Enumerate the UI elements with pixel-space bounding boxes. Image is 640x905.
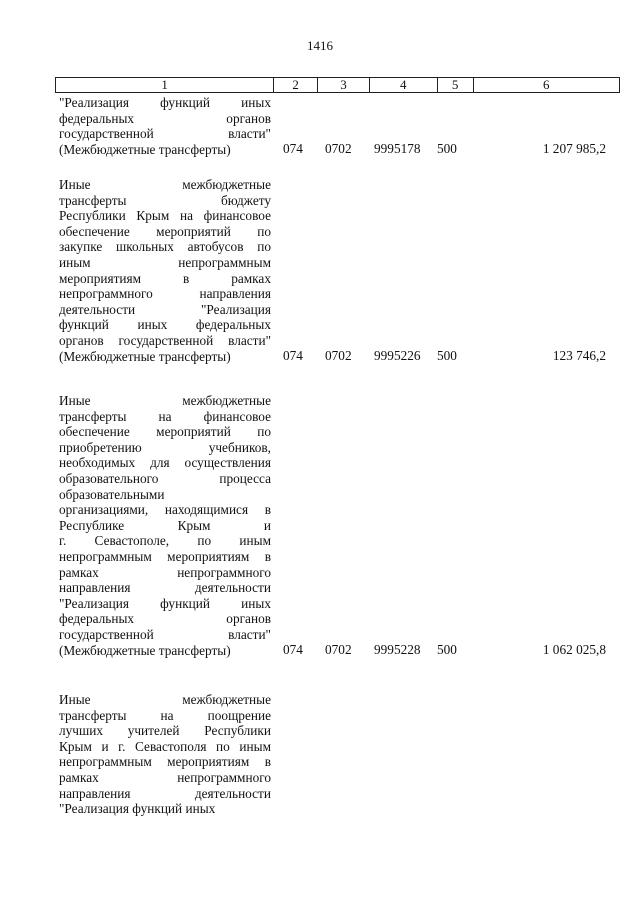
expense-type-code: 500 (437, 140, 457, 156)
expense-type-code: 500 (437, 641, 457, 657)
description-line: Республике Крым и (59, 517, 271, 533)
column-header-3: 3 (318, 78, 370, 92)
description-line: трансферты бюджету (59, 192, 271, 208)
description-line: образовательного процесса (59, 470, 271, 486)
description-line: органов государственной власти" (59, 332, 271, 348)
description-line: трансферты на финансовое (59, 408, 271, 424)
target-article-code: 9995178 (374, 140, 421, 156)
description-line: трансферты на поощрение (59, 707, 271, 723)
description-line: образовательными (59, 486, 165, 502)
ministry-code: 074 (283, 347, 303, 363)
section-code: 0702 (325, 641, 352, 657)
description-line: (Межбюджетные трансферты) (59, 642, 231, 658)
table-header-row (55, 77, 620, 93)
description-line: непрограммного направления (59, 286, 271, 302)
description-line: необходимых для осуществления (59, 455, 271, 471)
description-line: г. Севастополе, по иным (59, 533, 271, 549)
description-line: "Реализация функций иных (59, 595, 271, 611)
description-line: Иные межбюджетные (59, 692, 271, 707)
section-code: 0702 (325, 140, 352, 156)
row-description (59, 692, 271, 817)
description-line: непрограммным мероприятиям в (59, 548, 271, 564)
description-line: лучших учителей Республики (59, 723, 271, 739)
target-article-code: 9995228 (374, 641, 421, 657)
row-description (59, 393, 271, 658)
description-line: организациями, находящимися в (59, 502, 271, 518)
ministry-code: 074 (283, 140, 303, 156)
section-code: 0702 (325, 347, 352, 363)
description-line: обеспечение мероприятий по (59, 424, 271, 440)
description-line: федеральных органов (59, 611, 271, 627)
description-line: Иные межбюджетные (59, 393, 271, 408)
description-line: государственной власти" (59, 126, 271, 142)
description-line: Иные межбюджетные (59, 177, 271, 192)
target-article-code: 9995226 (374, 347, 421, 363)
description-line: закупке школьных автобусов по (59, 239, 271, 255)
description-line: иным непрограммным (59, 254, 271, 270)
description-line: Республики Крым на финансовое (59, 208, 271, 224)
column-header-2: 2 (274, 78, 318, 92)
description-line: направления деятельности (59, 785, 271, 801)
row-values (0, 348, 640, 364)
description-line: (Межбюджетные трансферты) (59, 141, 231, 157)
column-header-1: 1 (56, 78, 274, 92)
description-line: "Реализация функций иных (59, 95, 271, 110)
amount-value: 1 062 025,8 (542, 641, 606, 657)
description-line: "Реализация функций иных (59, 801, 216, 817)
description-line: направления деятельности (59, 580, 271, 596)
description-line: обеспечение мероприятий по (59, 223, 271, 239)
column-header-6: 6 (543, 77, 550, 92)
description-line: рамках непрограммного (59, 769, 271, 785)
description-line: приобретению учебников, (59, 439, 271, 455)
column-header-5: 5 (438, 78, 474, 92)
description-line: Крым и г. Севастополя по иным (59, 738, 271, 754)
description-line: рамках непрограммного (59, 564, 271, 580)
column-header-4: 4 (370, 78, 438, 92)
description-line: функций иных федеральных (59, 317, 271, 333)
amount-value: 1 207 985,2 (542, 140, 606, 156)
description-line: мероприятиям в рамках (59, 270, 271, 286)
row-values (0, 642, 640, 658)
page-number: 1416 (307, 38, 333, 53)
expense-type-code: 500 (437, 347, 457, 363)
row-values (0, 141, 640, 157)
description-line: деятельности "Реализация (59, 301, 271, 317)
description-line: федеральных органов (59, 110, 271, 126)
amount-value: 123 746,2 (552, 347, 606, 363)
ministry-code: 074 (283, 641, 303, 657)
description-line: государственной власти" (59, 626, 271, 642)
description-line: непрограммным мероприятиям в (59, 754, 271, 770)
description-line: (Межбюджетные трансферты) (59, 348, 231, 364)
row-description (59, 177, 271, 364)
